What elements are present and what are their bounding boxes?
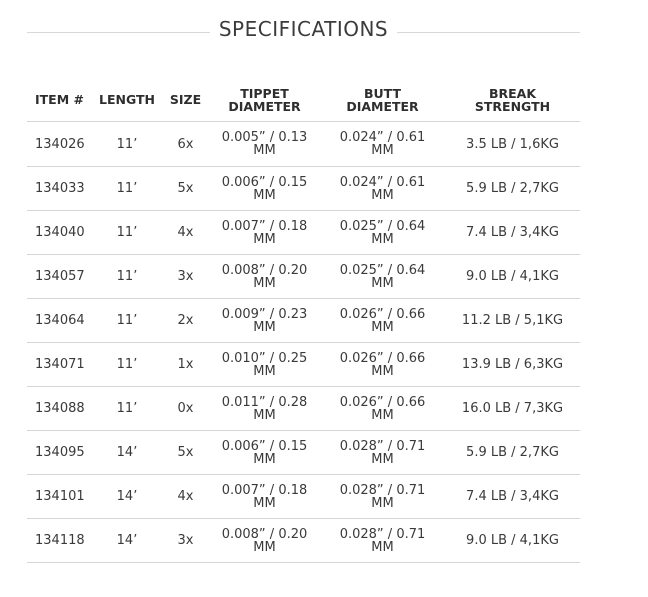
butt-diameter-cell: 0.026” / 0.66 MM <box>339 394 426 423</box>
item-number-cell: 134088 <box>35 401 85 416</box>
tippet-diameter-cell: 0.010” / 0.25 MM <box>221 350 308 379</box>
size-cell: 1x <box>177 357 194 372</box>
length-cell: 14’ <box>116 445 138 460</box>
length-cell: 11’ <box>116 401 138 416</box>
break-strength-cell: 16.0 LB / 7,3KG <box>461 401 564 416</box>
table-row <box>27 343 580 387</box>
size-cell: 3x <box>177 533 194 548</box>
butt-diameter-cell: 0.028” / 0.71 MM <box>339 438 426 467</box>
break-strength-cell: 5.9 LB / 2,7KG <box>466 181 559 196</box>
table-row <box>27 519 580 563</box>
size-cell: 0x <box>177 401 194 416</box>
title-divider-right <box>397 32 580 33</box>
section-title: SPECIFICATIONS <box>218 17 389 41</box>
butt-diameter-cell: 0.028” / 0.71 MM <box>339 526 426 555</box>
tippet-diameter-cell: 0.008” / 0.20 MM <box>221 262 308 291</box>
column-header-break-strength: BREAK STRENGTH <box>474 85 551 114</box>
column-header-tippet-diameter: TIPPET DIAMETER <box>228 85 301 114</box>
tippet-diameter-cell: 0.005” / 0.13 MM <box>221 130 308 158</box>
butt-diameter-cell: 0.026” / 0.66 MM <box>339 306 426 335</box>
table-row <box>27 475 580 519</box>
break-strength-cell: 13.9 LB / 6,3KG <box>461 357 564 372</box>
tippet-diameter-cell: 0.007” / 0.18 MM <box>221 482 308 511</box>
break-strength-cell: 7.4 LB / 3,4KG <box>466 489 559 504</box>
tippet-diameter-cell: 0.006” / 0.15 MM <box>221 174 308 203</box>
size-cell: 5x <box>177 181 194 196</box>
length-cell: 11’ <box>116 357 138 372</box>
break-strength-cell: 9.0 LB / 4,1KG <box>466 269 559 284</box>
size-cell: 6x <box>177 136 194 152</box>
item-number-cell: 134040 <box>35 225 85 240</box>
column-header-item: ITEM # <box>35 92 84 107</box>
break-strength-cell: 5.9 LB / 2,7KG <box>466 445 559 460</box>
length-cell: 11’ <box>116 269 138 284</box>
table-row <box>27 211 580 255</box>
table-row <box>27 167 580 211</box>
table-row <box>27 122 580 167</box>
column-header-size: SIZE <box>169 92 202 107</box>
size-cell: 3x <box>177 269 194 284</box>
break-strength-cell: 3.5 LB / 1,6KG <box>466 136 559 152</box>
length-cell: 11’ <box>116 313 138 328</box>
butt-diameter-cell: 0.024” / 0.61 MM <box>339 130 426 158</box>
column-header-butt-diameter: BUTT DIAMETER <box>346 85 419 114</box>
length-cell: 11’ <box>116 225 138 240</box>
tippet-diameter-cell: 0.009” / 0.23 MM <box>221 306 308 335</box>
item-number-cell: 134095 <box>35 445 85 460</box>
length-cell: 14’ <box>116 533 138 548</box>
item-number-cell: 134101 <box>35 489 85 504</box>
table-row <box>27 431 580 475</box>
item-number-cell: 134026 <box>35 136 85 152</box>
tippet-diameter-cell: 0.006” / 0.15 MM <box>221 438 308 467</box>
item-number-cell: 134033 <box>35 181 85 196</box>
column-header-length: LENGTH <box>99 92 155 107</box>
size-cell: 4x <box>177 489 194 504</box>
section-header <box>27 14 580 50</box>
tippet-diameter-cell: 0.011” / 0.28 MM <box>221 394 308 423</box>
length-cell: 11’ <box>116 136 138 152</box>
table-row <box>27 299 580 343</box>
size-cell: 2x <box>177 313 194 328</box>
item-number-cell: 134118 <box>35 533 85 548</box>
butt-diameter-cell: 0.028” / 0.71 MM <box>339 482 426 511</box>
size-cell: 4x <box>177 225 194 240</box>
size-cell: 5x <box>177 445 194 460</box>
item-number-cell: 134057 <box>35 269 85 284</box>
table-header-row <box>27 78 580 122</box>
butt-diameter-cell: 0.025” / 0.64 MM <box>339 262 426 291</box>
length-cell: 14’ <box>116 489 138 504</box>
length-cell: 11’ <box>116 181 138 196</box>
tippet-diameter-cell: 0.008” / 0.20 MM <box>221 526 308 555</box>
item-number-cell: 134064 <box>35 313 85 328</box>
tippet-diameter-cell: 0.007” / 0.18 MM <box>221 218 308 247</box>
break-strength-cell: 7.4 LB / 3,4KG <box>466 225 559 240</box>
title-divider-left <box>27 32 210 33</box>
butt-diameter-cell: 0.024” / 0.61 MM <box>339 174 426 203</box>
butt-diameter-cell: 0.026” / 0.66 MM <box>339 350 426 379</box>
butt-diameter-cell: 0.025” / 0.64 MM <box>339 218 426 247</box>
break-strength-cell: 11.2 LB / 5,1KG <box>461 313 564 328</box>
table-row <box>27 255 580 299</box>
table-row <box>27 387 580 431</box>
specifications-table <box>27 78 580 563</box>
item-number-cell: 134071 <box>35 357 85 372</box>
break-strength-cell: 9.0 LB / 4,1KG <box>466 533 559 548</box>
